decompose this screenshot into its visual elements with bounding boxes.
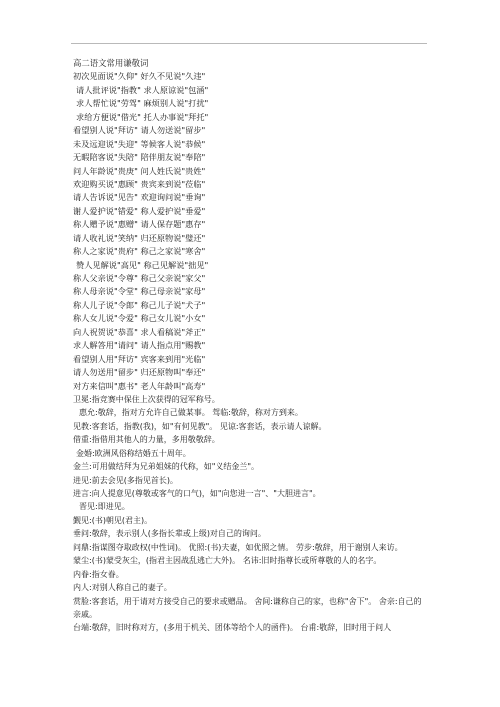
phrase-line: 初次见面说"久仰" 好久不见说"久违" xyxy=(73,71,206,82)
phrase-line: 称人女儿说"令爱" 称己女儿说"小女" xyxy=(73,313,206,324)
phrase-list xyxy=(73,70,433,393)
phrase-line: 称人之家说"贵府" 称己之家说"寒舍" xyxy=(73,246,206,257)
phrase-line: 请人收礼说"笑纳" 归还原物说"璧还" xyxy=(73,232,206,243)
definition-line: 进言:向人提意见(尊敬或客气的口气)，如"向您进一言"、"大胆进言"。 xyxy=(73,489,321,498)
phrase-line: 求给方便说"借光" 托人办事说"拜托" xyxy=(76,111,209,122)
definition-line: 金婚:欧洲风俗称结婚五十周年。 xyxy=(76,448,191,458)
phrase-line: 称人儿子说"令郎" 称己儿子说"犬子" xyxy=(73,299,206,310)
phrase-line: 对方来信叫"惠书" 老人年龄叫"高寿" xyxy=(73,380,206,391)
definition-line: 晋见:即进见。 xyxy=(79,502,130,512)
definition-line: 觐见:(书)朝见(君主)。 xyxy=(73,515,153,525)
phrase-line: 问人年龄说"贵庚" 问人姓氏说"贵姓" xyxy=(73,165,206,176)
phrase-line: 请人批评说"指教" 求人原谅说"包涵" xyxy=(76,84,209,95)
definition-line: 借重:指借用其他人的力量，多用敬敬辞。 xyxy=(73,435,220,445)
phrase-line: 看望别人用"拜访" 宾客来到用"光临" xyxy=(73,353,206,364)
definition-line: 进见:前去会见(多指见首长)。 xyxy=(73,475,178,485)
phrase-line: 称人父亲说"令尊" 称己父亲说"家父" xyxy=(73,273,206,283)
phrase-line: 无暇陪客说"失陪" 陪伴朋友说"奉陪" xyxy=(73,152,206,163)
definition-line: 内眷:指女眷。 xyxy=(73,569,124,579)
definition-line: 垂问:敬辞，表示别人(多指长辈或上级)对自己的询问。 xyxy=(73,529,266,539)
definition-line: 赏脸:客套话，用于请对方接受自己的要求或赠品。 舍间:谦称自己的家，也称"舍下"。 舍亲:自己的亲戚。 xyxy=(73,596,422,619)
phrase-line: 谢人爱护说"错爱" 称人爱护说"垂爱" xyxy=(73,205,206,216)
top-rule xyxy=(71,43,427,44)
phrase-line: 向人祝贺说"恭喜" 求人看稿说"斧正" xyxy=(73,326,206,337)
phrase-line: 称人赠予说"惠赠" 请人保存题"惠存" xyxy=(73,219,206,230)
definition-line: 内人:对别人称自己的妻子。 xyxy=(73,583,172,593)
phrase-line: 求人帮忙说"劳驾" 麻烦别人说"打扰" xyxy=(76,98,209,109)
definition-line: 问鼎:指谋图夺取政权(中性词)。 优照:(书)夫妻，如优照之情。 劳步:敬辞，用于谢别人来访。 xyxy=(73,542,403,552)
phrase-line: 请人勿送用"留步" 归还原物叫"奉还" xyxy=(73,367,206,378)
definition-line: 台端:敬辞，旧时称对方，(多用于机关、团体等给个人的函件)。 台甫:敬辞，旧时用于问人 xyxy=(73,623,392,633)
definition-line: 金兰:可用做结拜为兄弟姐妹的代称，如"义结金兰"。 xyxy=(73,462,260,472)
document-body xyxy=(73,57,433,635)
document-title: 高二语文常用谦敬词 xyxy=(73,58,149,68)
definition-line: 惠允:敬辞，指对方允许自己做某事。 驾临:敬辞，称对方到来。 xyxy=(79,408,303,418)
definition-list xyxy=(73,393,433,635)
phrase-line: 求人解答用"请问" 请人指点用"赐教" xyxy=(73,340,206,351)
phrase-line: 赞人见解说"高见" 称己见解说"拙见" xyxy=(76,259,209,270)
definition-line: 见教:客套话，指教(我)，如"有何见教"。 见谅:客套话，表示请人谅解。 xyxy=(73,421,327,431)
definition-line: 卫冕:指竞赛中保住上次获得的冠军称号。 xyxy=(73,394,220,404)
phrase-line: 请人告诉说"见告" 欢迎询问说"垂询" xyxy=(73,192,206,203)
phrase-line: 欢迎购买说"惠顾" 贵宾来到说"莅临" xyxy=(73,178,206,189)
phrase-line: 称人母亲说"令堂" 称己母亲说"家母" xyxy=(73,286,206,297)
phrase-line: 未及远迎说"失迎" 等候客人说"恭候" xyxy=(73,138,206,149)
definition-line: 蒙尘:(书)蒙受灰尘，(指君主因战乱逃亡大外)。 名讳:旧时指尊长或所尊敬的人的名字。 xyxy=(73,556,382,566)
phrase-line: 看望别人说"拜访" 请人勿送说"留步" xyxy=(73,125,206,136)
